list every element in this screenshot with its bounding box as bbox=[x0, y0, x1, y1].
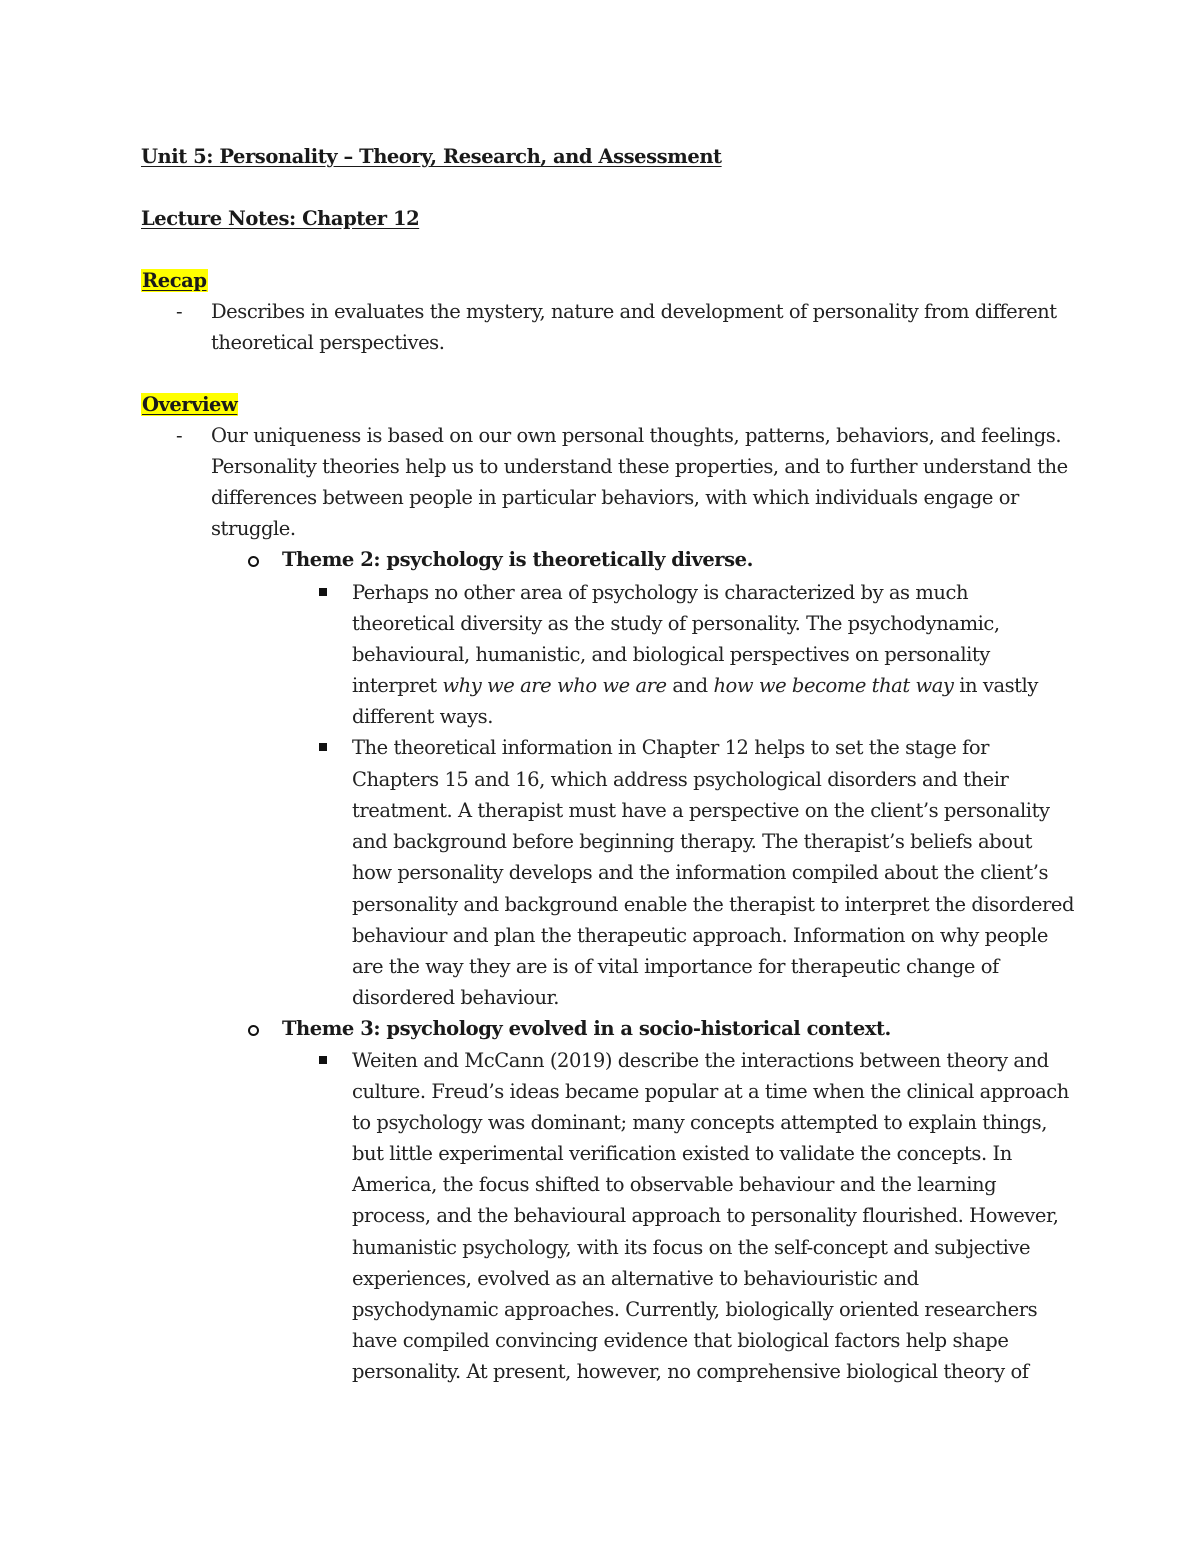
recap-bullet-dash: - bbox=[176, 300, 183, 323]
theme2-para1-line: Perhaps no other area of psychology is characterized by as much bbox=[352, 581, 969, 604]
overview-text-line: Personality theories help us to understand these properties, and to further understand the bbox=[211, 455, 1068, 478]
overview-text-line: differences between people in particular behaviors, with which individuals engage or bbox=[211, 486, 1019, 509]
theme2-title: Theme 2: psychology is theoretically diverse. bbox=[282, 548, 753, 571]
theme2-para2-line: are the way they are is of vital importance for therapeutic change of bbox=[352, 955, 999, 978]
text-run: and bbox=[666, 674, 714, 697]
theme3-para1-line: to psychology was dominant; many concepts attempted to explain things, bbox=[352, 1111, 1047, 1134]
theme2-para2-line: personality and background enable the therapist to interpret the disordered bbox=[352, 893, 1074, 916]
theme3-para1-line: experiences, evolved as an alternative to behaviouristic and bbox=[352, 1267, 919, 1290]
overview-heading bbox=[141, 389, 238, 420]
theme2-para1-square-bullet-icon bbox=[319, 588, 327, 596]
theme3-para1-line: America, the focus shifted to observable behaviour and the learning bbox=[352, 1173, 997, 1196]
theme2-para2-line: treatment. A therapist must have a perspective on the client’s personality bbox=[352, 799, 1050, 822]
italic-phrase: why we are who we are bbox=[442, 674, 667, 697]
theme2-para1-line: behavioural, humanistic, and biological perspectives on personality bbox=[352, 643, 990, 666]
overview-heading-highlight: Overview bbox=[142, 393, 238, 416]
theme3-para1-line: have compiled convincing evidence that biological factors help shape bbox=[352, 1329, 1009, 1352]
theme2-para1-line: different ways. bbox=[352, 705, 493, 728]
theme3-para1-line: personality. At present, however, no comprehensive biological theory of bbox=[352, 1360, 1029, 1383]
document-subtitle: Lecture Notes: Chapter 12 bbox=[141, 207, 420, 230]
theme2-para2-line: and background before beginning therapy. The therapist’s beliefs about bbox=[352, 830, 1032, 853]
overview-text-line: Our uniqueness is based on our own personal thoughts, patterns, behaviors, and feelings. bbox=[211, 424, 1062, 447]
overview-bullet-dash: - bbox=[176, 424, 183, 447]
theme2-para1-line-italic-mix bbox=[352, 670, 1038, 701]
recap-heading-highlight: Recap bbox=[142, 269, 207, 292]
theme3-para1-line: Weiten and McCann (2019) describe the interactions between theory and bbox=[352, 1049, 1049, 1072]
theme3-para1-square-bullet-icon bbox=[319, 1056, 327, 1064]
theme3-para1-line: but little experimental verification existed to validate the concepts. In bbox=[352, 1142, 1012, 1165]
theme3-circle-bullet-icon bbox=[248, 1025, 259, 1036]
recap-text-line: Describes in evaluates the mystery, nature and development of personality from different bbox=[211, 300, 1057, 323]
recap-text-line: theoretical perspectives. bbox=[211, 331, 445, 354]
theme3-para1-line: psychodynamic approaches. Currently, biologically oriented researchers bbox=[352, 1298, 1038, 1321]
theme3-para1-line: process, and the behavioural approach to personality flourished. However, bbox=[352, 1204, 1059, 1227]
theme2-para1-line: theoretical diversity as the study of personality. The psychodynamic, bbox=[352, 612, 1000, 635]
theme2-para2-square-bullet-icon bbox=[319, 743, 327, 751]
theme2-circle-bullet-icon bbox=[248, 556, 259, 567]
theme3-para1-line: culture. Freud’s ideas became popular at a time when the clinical approach bbox=[352, 1080, 1069, 1103]
theme2-para2-line: The theoretical information in Chapter 12 helps to set the stage for bbox=[352, 736, 990, 759]
theme2-para2-line: behaviour and plan the therapeutic approach. Information on why people bbox=[352, 924, 1048, 947]
italic-phrase: how we become that way bbox=[713, 674, 954, 697]
document-title: Unit 5: Personality – Theory, Research, and Assessment bbox=[141, 145, 722, 168]
text-run: in vastly bbox=[953, 674, 1038, 697]
theme2-para2-line: how personality develops and the information compiled about the client’s bbox=[352, 861, 1049, 884]
theme3-para1-line: humanistic psychology, with its focus on the self-concept and subjective bbox=[352, 1236, 1031, 1259]
text-run: interpret bbox=[352, 674, 443, 697]
theme2-para2-line: Chapters 15 and 16, which address psychological disorders and their bbox=[352, 768, 1009, 791]
theme2-para2-line: disordered behaviour. bbox=[352, 986, 560, 1009]
theme3-title: Theme 3: psychology evolved in a socio-historical context. bbox=[282, 1017, 891, 1040]
overview-text-line: struggle. bbox=[211, 517, 296, 540]
recap-heading bbox=[141, 265, 208, 296]
